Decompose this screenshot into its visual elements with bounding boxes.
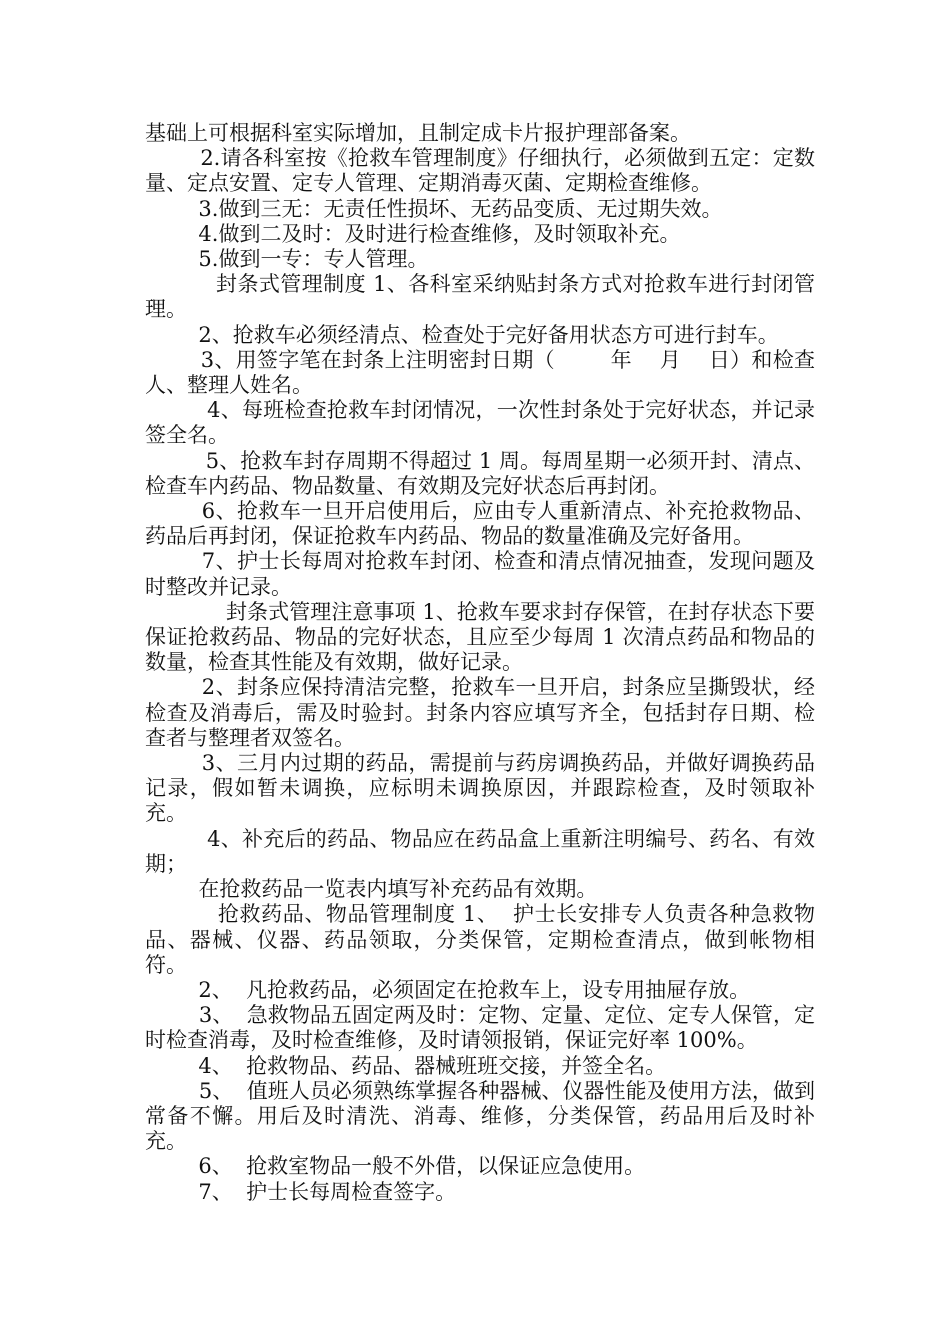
paragraph: 4、 抢救物品、药品、器械班班交接，并签全名。 — [145, 1053, 667, 1078]
paragraph: 7、护士长每周对抢救车封闭、检查和清点情况抽查，发现问题及时整改并记录。 — [145, 549, 816, 599]
paragraph: 3、用签字笔在封条上注明密封日期（ 年 月 日）和检查人、整理人姓名。 — [145, 347, 815, 398]
paragraph: 3、三月内过期的药品，需提前与药房调换药品，并做好调换药品记录，假如暂未调换，应标明未调换原因，并跟踪检查，及时领取补充。 — [145, 751, 816, 826]
paragraph: 2.请各科室按《抢救车管理制度》仔细执行，必须做到五定：定数量、定点安置、定专人管理、定期消毒灭菌、定期检查维修。 — [145, 146, 815, 196]
paragraph: 6、 抢救室物品一般不外借，以保证应急使用。 — [145, 1154, 646, 1179]
paragraph: 2、抢救车必须经清点、检查处于完好备用状态方可进行封车。 — [145, 322, 779, 347]
document-body — [145, 121, 815, 1205]
paragraph: 5.做到一专：专人管理。 — [145, 247, 429, 272]
paragraph: 5、抢救车封存周期不得超过 1 周。每周星期一必须开封、清点、检查车内药品、物品数量、有效期及完好状态后再封闭。 — [145, 448, 816, 498]
paragraph: 7、 护士长每周检查签字。 — [145, 1179, 457, 1204]
paragraph: 6、抢救车一旦开启使用后，应由专人重新清点、补充抢救物品、药品后再封闭，保证抢救车内药品、物品的数量准确及完好备用。 — [145, 499, 816, 549]
section-paragraph: 封条式管理注意事项 1、抢救车要求封存保管，在封存状态下要保证抢救药品、物品的完好状态，且应至少每周 1 次清点药品和物品的数量，检查其性能及有效期，做好记录。 — [145, 599, 815, 675]
paragraph: 3、 急救物品五固定两及时：定物、定量、定位、定专人保管，定时检查消毒，及时检查维修，及时请领报销，保证完好率 100%。 — [145, 1003, 816, 1053]
paragraph: 在抢救药品一览表内填写补充药品有效期。 — [145, 877, 598, 902]
section-paragraph: 抢救药品、物品管理制度 1、 护士长安排专人负责各种急救物品、器械、仪器、药品领取，分类保管，定期检查清点，做到帐物相符。 — [145, 902, 815, 977]
paragraph: 5、 值班人员必须熟练掌握各种器械、仪器性能及使用方法，做到常备不懈。用后及时清洗、消毒、维修，分类保管，药品用后及时补充。 — [145, 1078, 816, 1154]
paragraph: 2、封条应保持清洁完整，抢救车一旦开启，封条应呈撕毁状，经检查及消毒后，需及时验封。封条内容应填写齐全，包括封存日期、检查者与整理者双签名。 — [145, 675, 816, 750]
paragraph: 4、每班检查抢救车封闭情况，一次性封条处于完好状态，并记录签全名。 — [145, 398, 816, 448]
paragraph: 3.做到三无：无责任性损坏、无药品变质、无过期失效。 — [145, 196, 723, 221]
paragraph: 基础上可根据科室实际增加，且制定成卡片报护理部备案。 — [145, 121, 691, 145]
paragraph: 2、 凡抢救药品，必须固定在抢救车上，设专用抽屉存放。 — [145, 977, 751, 1002]
section-paragraph: 封条式管理制度 1、各科室采纳贴封条方式对抢救车进行封闭管理。 — [145, 272, 815, 322]
paragraph: 4、补充后的药品、物品应在药品盒上重新注明编号、药名、有效期； — [145, 826, 816, 876]
paragraph: 4.做到二及时：及时进行检查维修，及时领取补充。 — [145, 221, 681, 246]
